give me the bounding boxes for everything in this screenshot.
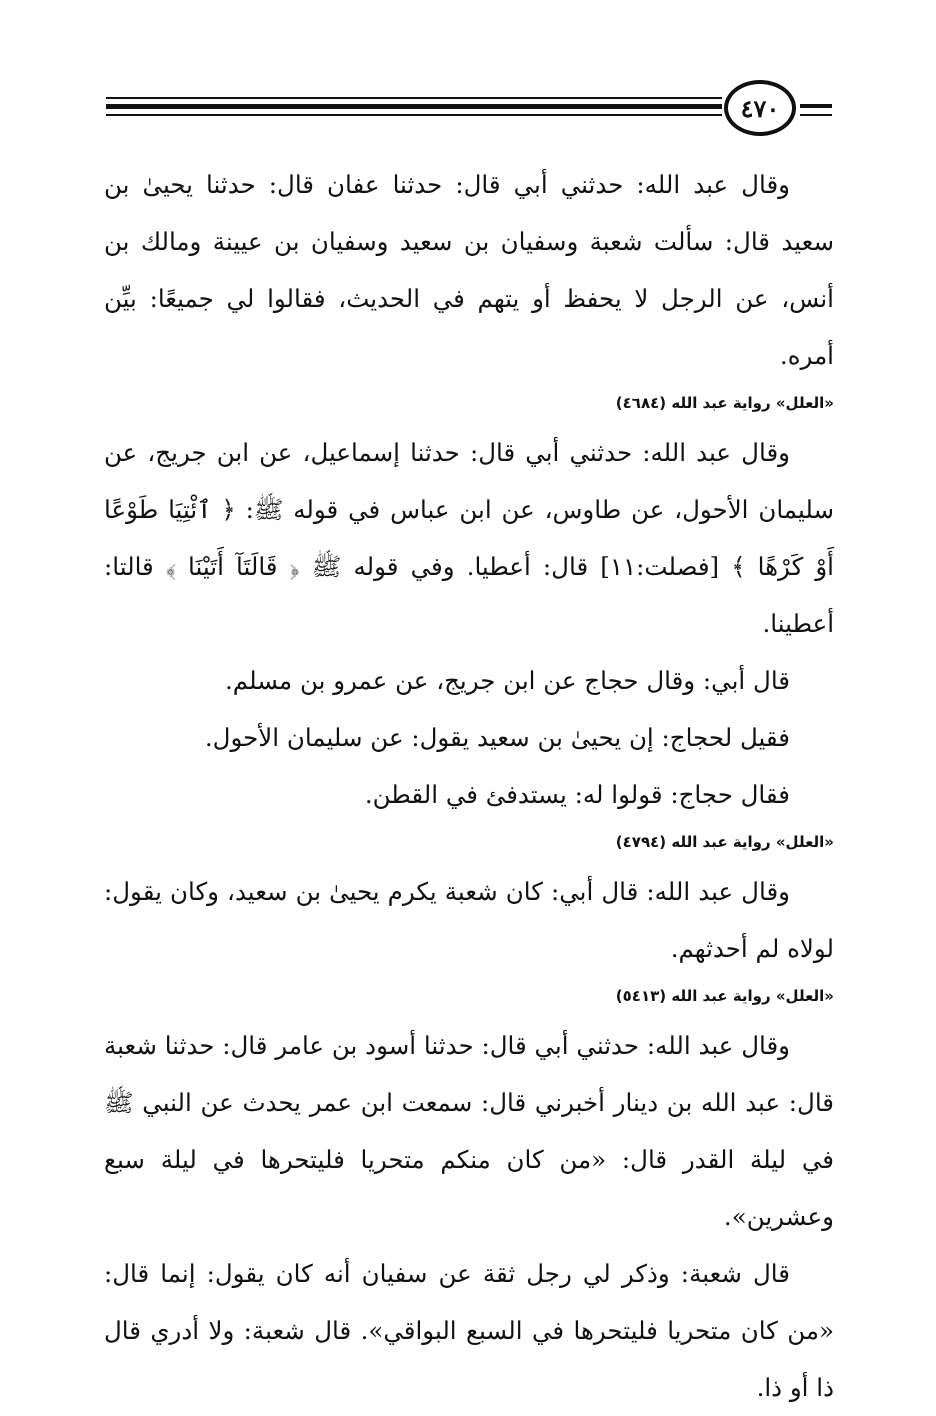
source-reference: «العلل» رواية عبد الله (٥٤١٣) bbox=[615, 987, 834, 1005]
page-number: ٤٧٠ bbox=[724, 80, 796, 136]
paragraph: وقال عبد الله: حدثني أبي قال: حدثنا أسود بن عامر قال: حدثنا شعبة قال: عبد الله بن دينار أخبرني قال: سمعت ابن عمر يحدث عن النبي ﷺ في ليلة القدر قال: «من كان منكم متحريا فليتحرها في ليلة سبع وعشرين». bbox=[104, 1031, 834, 1231]
paragraph: وقال عبد الله: حدثني أبي قال: حدثنا إسماعيل، عن ابن جريج، عن سليمان الأحول، عن طاوس، عن ابن عباس في قوله ﷺ: ﴿ ٱئْتِيَا طَوْعًا أَوْ كَرْهًا ﴾ [فصلت:١١] قال: أعطيا. وفي قوله ﷺ ﴿ قَالَتَآ أَتَيْنَا ﴾ قالتا: أعطينا. bbox=[104, 438, 834, 638]
sub-paragraph: قال أبي: وقال حجاج عن ابن جريج، عن عمرو بن مسلم. bbox=[224, 666, 790, 695]
source-reference: «العلل» رواية عبد الله (٤٧٩٤) bbox=[615, 833, 834, 851]
header-rule-right bbox=[800, 104, 832, 108]
page-body bbox=[104, 156, 834, 1416]
header-rule-right-thin bbox=[800, 114, 832, 116]
header-rule-thick bbox=[106, 104, 722, 109]
paragraph: وقال عبد الله: حدثني أبي قال: حدثنا عفان قال: حدثنا يحيىٰ بن سعيد قال: سألت شعبة وسفيان بن سعيد وسفيان بن عيينة ومالك بن أنس، عن الرجل لا يحفظ أو يتهم في الحديث، فقالوا لي جميعًا: بيِّن أمره. bbox=[104, 170, 834, 370]
sub-paragraph: فقال حجاج: قولوا له: يستدفئ في القطن. bbox=[364, 780, 790, 809]
paragraph: وقال عبد الله: قال أبي: كان شعبة يكرم يحيىٰ بن سعيد، وكان يقول: لولاه لم أحدثهم. bbox=[104, 877, 834, 963]
header-rule-thin-top bbox=[106, 97, 722, 99]
source-reference: «العلل» رواية عبد الله (٤٦٨٤) bbox=[615, 394, 834, 412]
paragraph: قال شعبة: وذكر لي رجل ثقة عن سفيان أنه كان يقول: إنما قال: «من كان متحريا فليتحرها في السبع البواقي». قال شعبة: ولا أدري قال ذا أو ذا. bbox=[104, 1259, 834, 1402]
header-rule-thin-bottom bbox=[106, 114, 722, 116]
page-header bbox=[0, 70, 936, 140]
sub-paragraph: فقيل لحجاج: إن يحيىٰ بن سعيد يقول: عن سليمان الأحول. bbox=[204, 723, 790, 752]
